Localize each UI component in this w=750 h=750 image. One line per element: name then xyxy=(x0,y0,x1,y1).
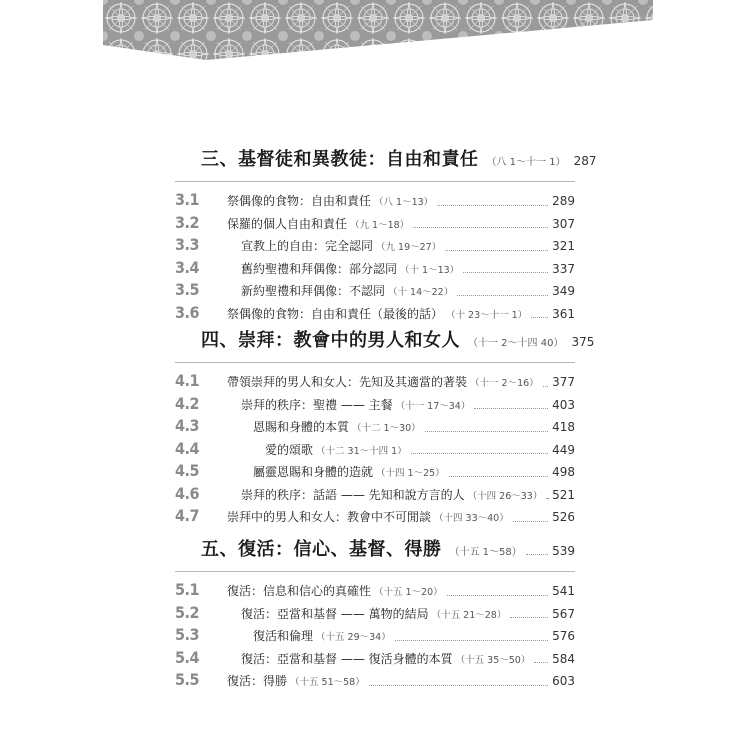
entry-page: 576 xyxy=(552,629,575,643)
entry-number: 3.4 xyxy=(175,257,199,277)
entry-number: 5.2 xyxy=(175,602,199,622)
toc-entry[interactable] xyxy=(175,439,575,462)
divider xyxy=(175,362,575,363)
toc-section-5 xyxy=(175,535,575,693)
toc-entry[interactable] xyxy=(175,235,575,258)
dot-leader xyxy=(513,521,548,522)
toc-entry[interactable] xyxy=(175,625,575,648)
entry-title: 崇拜的秩序：話語 —— 先知和說方言的人 xyxy=(241,487,465,502)
entry-title: 恩賜和身體的本質 xyxy=(253,420,350,434)
toc-entry[interactable] xyxy=(175,258,575,281)
entry-title: 復活：亞當和基督 —— 復活身體的本質 xyxy=(241,651,453,666)
entry-page: 521 xyxy=(552,487,575,502)
section-ref: （八 1～十一 1） xyxy=(486,157,566,168)
entry-page: 349 xyxy=(552,284,575,298)
dot-leader xyxy=(445,250,548,251)
entry-number: 3.6 xyxy=(175,302,199,322)
entry-title: 舊約聖禮和拜偶像：部分認同 xyxy=(241,261,398,276)
dot-leader xyxy=(425,431,548,432)
dot-leader xyxy=(543,386,548,387)
entry-title: 宣教上的自由：完全認同 xyxy=(241,239,374,253)
section-heading[interactable] xyxy=(175,326,595,356)
entry-number: 4.5 xyxy=(175,461,199,480)
entry-number: 4.7 xyxy=(175,506,199,525)
entry-ref: （十一 17～34） xyxy=(395,400,471,412)
entry-title: 愛的頌歌 xyxy=(265,442,314,457)
entry-title: 復活：亞當和基督 —— 萬物的結局 xyxy=(241,606,429,621)
section-ref: （十五 1～58） xyxy=(449,547,522,558)
entry-title: 保羅的個人自由和責任 xyxy=(227,216,348,231)
dot-leader xyxy=(457,295,548,296)
entry-page: 418 xyxy=(552,420,575,434)
entry-ref: （十二 1～30） xyxy=(352,423,421,434)
entry-page: 449 xyxy=(552,442,575,457)
entry-number: 4.2 xyxy=(175,393,199,413)
entry-ref: （十五 51～58） xyxy=(290,677,365,688)
dot-leader xyxy=(437,205,548,206)
entry-title: 復活：信息和信心的真確性 xyxy=(227,584,372,598)
section-heading[interactable] xyxy=(175,535,575,565)
entry-number: 3.1 xyxy=(175,190,199,209)
dot-leader xyxy=(474,408,548,409)
entry-page: 498 xyxy=(552,465,575,479)
section-title: 四、崇拜：教會中的男人和女人 xyxy=(201,330,460,351)
divider xyxy=(175,181,575,182)
dot-leader xyxy=(449,476,548,477)
dot-leader xyxy=(531,317,548,318)
section-title: 五、復活：信心、基督、得勝 xyxy=(201,539,442,560)
entry-page: 289 xyxy=(552,194,575,208)
entry-title: 復活和倫理 xyxy=(253,629,314,643)
entry-number: 4.3 xyxy=(175,416,199,435)
section-page: 287 xyxy=(573,154,597,168)
toc-entry[interactable] xyxy=(175,213,575,236)
entry-number: 5.4 xyxy=(175,647,199,667)
entry-ref: （十五 1～20） xyxy=(374,587,443,598)
entry-page: 541 xyxy=(552,584,575,598)
divider xyxy=(175,571,575,572)
dot-leader xyxy=(413,227,548,228)
dot-leader xyxy=(369,685,548,686)
entry-number: 3.2 xyxy=(175,212,199,232)
entry-page: 321 xyxy=(552,239,575,253)
dot-leader xyxy=(463,272,548,273)
entry-ref: （九 1～18） xyxy=(350,219,410,231)
toc-entry[interactable] xyxy=(175,280,575,303)
decorative-pattern-banner xyxy=(103,0,653,60)
entry-ref: （八 1～13） xyxy=(374,197,434,208)
entry-page: 526 xyxy=(552,510,575,524)
entry-ref: （十五 29～34） xyxy=(316,632,391,643)
entry-title: 帶領崇拜的男人和女人：先知及其適當的著裝 xyxy=(227,375,468,389)
entry-ref: （十 1～13） xyxy=(400,264,460,276)
entry-ref: （九 19～27） xyxy=(376,242,442,253)
entry-title: 復活：得勝 xyxy=(227,674,288,688)
toc-entry[interactable] xyxy=(175,461,575,484)
entry-number: 4.4 xyxy=(175,438,199,458)
entry-page: 337 xyxy=(552,261,575,276)
toc-entry[interactable] xyxy=(175,648,575,671)
entry-ref: （十 14～22） xyxy=(388,287,454,298)
dot-leader xyxy=(395,640,548,641)
toc-section-4 xyxy=(175,326,595,529)
entry-number: 4.6 xyxy=(175,483,199,503)
dot-leader xyxy=(534,662,548,663)
dot-leader xyxy=(510,617,548,618)
entry-number: 3.5 xyxy=(175,280,199,299)
entry-page: 377 xyxy=(552,375,575,389)
entry-title: 崇拜中的男人和女人：教會中不可閒談 xyxy=(227,510,432,524)
section-title: 三、基督徒和異教徒：自由和責任 xyxy=(201,149,479,170)
dot-leader xyxy=(526,554,548,555)
section-heading[interactable] xyxy=(175,145,597,175)
entry-page: 403 xyxy=(552,397,575,412)
toc-entry[interactable] xyxy=(175,484,575,507)
entry-ref: （十五 35～50） xyxy=(455,654,531,666)
section-page: 375 xyxy=(571,335,595,349)
toc-entry[interactable] xyxy=(175,190,575,213)
toc-entry[interactable] xyxy=(175,506,575,529)
entry-number: 5.1 xyxy=(175,580,199,599)
toc-entry[interactable] xyxy=(175,670,575,693)
entry-ref: （十一 2～16） xyxy=(470,378,539,389)
dot-leader xyxy=(447,595,548,596)
toc-entry[interactable] xyxy=(175,416,575,439)
entry-title: 新約聖禮和拜偶像：不認同 xyxy=(241,284,386,298)
entry-page: 307 xyxy=(552,216,575,231)
entry-number: 5.3 xyxy=(175,625,199,644)
dot-leader xyxy=(546,498,548,499)
entry-ref: （十二 31～十四 1） xyxy=(316,445,407,457)
entry-title: 祭偶像的食物：自由和責任 xyxy=(227,194,372,208)
entry-ref: （十四 26～33） xyxy=(467,490,543,502)
toc-entry[interactable] xyxy=(175,580,575,603)
entry-ref: （十五 21～28） xyxy=(431,609,507,621)
entry-title: 屬靈恩賜和身體的造就 xyxy=(253,465,374,479)
section-ref: （十一 2～十四 40） xyxy=(468,338,564,349)
entry-page: 567 xyxy=(552,606,575,621)
entry-number: 3.3 xyxy=(175,235,199,254)
toc-entry[interactable] xyxy=(175,394,575,417)
entry-ref: （十四 1～25） xyxy=(376,468,445,479)
entry-number: 5.5 xyxy=(175,670,199,689)
entry-page: 603 xyxy=(552,674,575,688)
entry-number: 4.1 xyxy=(175,371,199,390)
entry-page: 584 xyxy=(552,651,575,666)
entry-page: 361 xyxy=(552,306,575,321)
toc-entry[interactable] xyxy=(175,603,575,626)
toc-section-3 xyxy=(175,145,597,325)
entry-title: 祭偶像的食物：自由和責任（最後的話） xyxy=(227,306,444,321)
section-page: 539 xyxy=(552,544,575,558)
entry-ref: （十 23～十一 1） xyxy=(446,309,528,321)
dot-leader xyxy=(411,453,548,454)
entry-ref: （十四 33～40） xyxy=(434,513,509,524)
entry-title: 崇拜的秩序：聖禮 —— 主餐 xyxy=(241,397,393,412)
toc-entry[interactable] xyxy=(175,371,575,394)
toc-entry[interactable] xyxy=(175,303,575,326)
